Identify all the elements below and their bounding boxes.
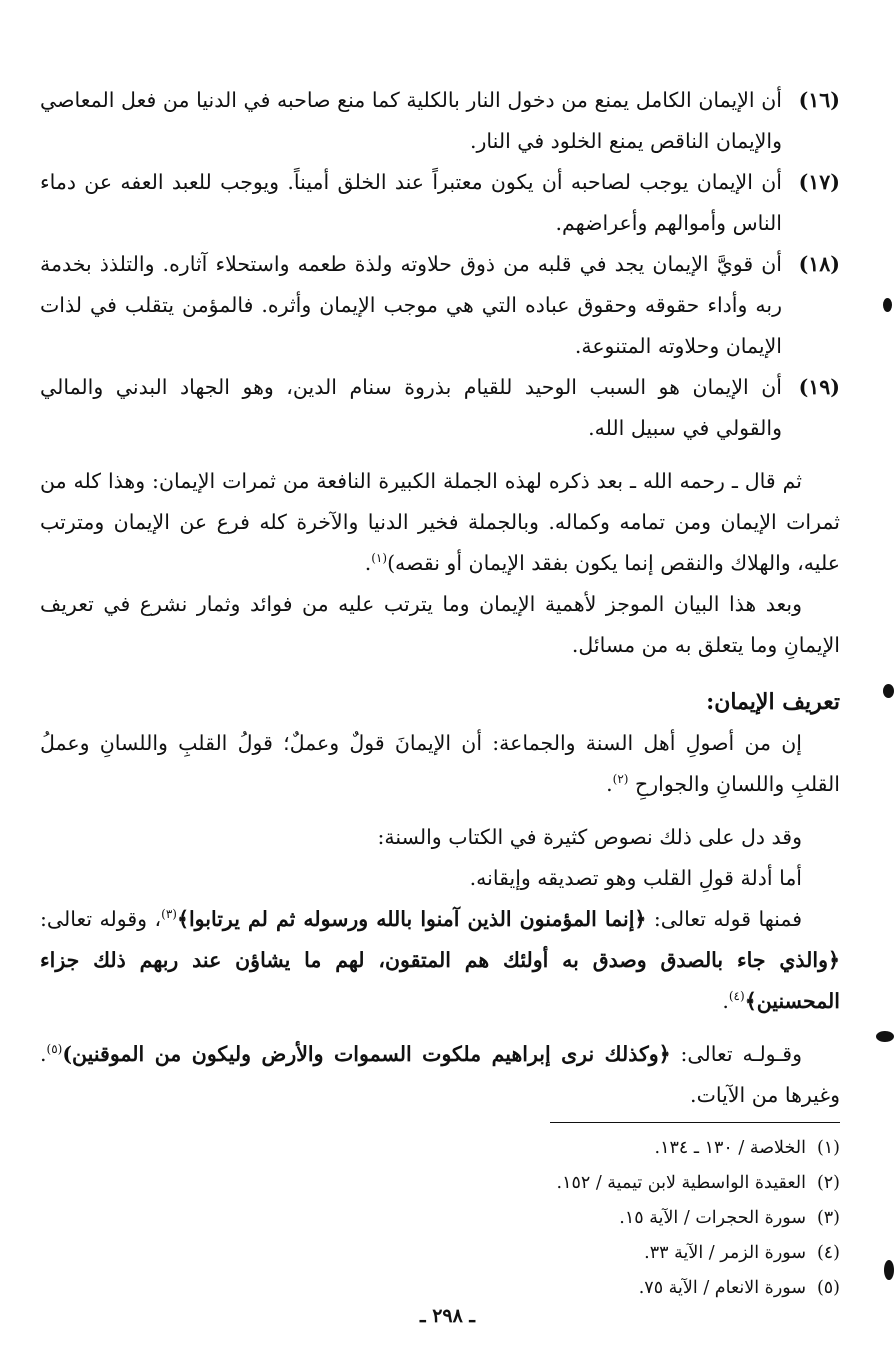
scan-blot xyxy=(883,298,892,312)
paragraph-conclusion-text: ثم قال ـ رحمه الله ـ بعد ذكره لهذه الجملة الكبيرة النافعة من ثمرات الإيمان: وهذا كله من ثمرات الإيمان ومن تمامه وكماله. وبالجملة فخير الدنيا والآخرة كله فرع عن الإيمان ومترتب عليه، والهلاك والنقص إنما يكون بفقد الإيمان أو نقصه) xyxy=(40,469,840,575)
footnote-number: (٤) xyxy=(816,1243,840,1263)
footnote-text: سورة الحجرات / الآية ١٥. xyxy=(619,1208,806,1228)
footnote-text: سورة الزمر / الآية ٣٣. xyxy=(644,1243,806,1263)
verses-mid: ، وقوله تعالى: xyxy=(40,907,162,931)
paragraph-definition-text: إن من أصولِ أهل السنة والجماعة: أن الإيمانَ قولٌ وعملٌ؛ قولُ القلبِ واللسانِ وعملُ القلبِ واللسانِ والجوارحِ xyxy=(40,731,840,796)
footnote-1 xyxy=(40,1131,840,1166)
page-body xyxy=(40,80,840,1306)
scan-blot xyxy=(883,684,894,698)
footnote-3 xyxy=(40,1201,840,1236)
list-number: (١٨) xyxy=(798,252,840,276)
list-number: (١٧) xyxy=(798,170,840,194)
quran-verse-1: ﴿إنما المؤمنون الذين آمنوا بالله ورسوله ثم لم يرتابوا﴾ xyxy=(176,907,647,931)
footnote-ref-1: (١) xyxy=(371,551,388,566)
verses-lead: فمنها قوله تعالى: xyxy=(646,907,803,931)
line-evidence: وقد دل على ذلك نصوص كثيرة في الكتاب والسنة: xyxy=(377,825,802,849)
list-number: (١٩) xyxy=(798,375,840,399)
paragraph-verses-2 xyxy=(40,1034,840,1116)
paragraph-transition: وبعد هذا البيان الموجز لأهمية الإيمان وما يترتب عليه من فوائد وثمار نشرع في تعريف الإيمانِ وما يتعلق به من مسائل. xyxy=(40,592,840,657)
list-item-17 xyxy=(40,162,840,244)
paragraph-definition: إن من أصولِ أهل السنة والجماعة: أن الإيمانَ قولٌ وعملٌ؛ قولُ القلبِ واللسانِ وعملُ القلبِ واللسانِ والجوارحِ $^{(٢)}$. xyxy=(40,731,840,796)
section-heading: تعريف الإيمان: xyxy=(706,689,840,715)
list-item-16 xyxy=(40,80,840,162)
footnote-2 xyxy=(40,1166,840,1201)
list-text: أن الإيمان هو السبب الوحيد للقيام بذروة سنام الدين، وهو الجهاد البدني والمالي والقولي في سبيل الله. xyxy=(40,375,782,440)
paragraph-conclusion: ثم قال ـ رحمه الله ـ بعد ذكره لهذه الجملة الكبيرة النافعة من ثمرات الإيمان: وهذا كله من ثمرات الإيمان ومن تمامه وكماله. وبالجملة فخير الدنيا والآخرة كله فرع عن الإيمان ومترتب عليه، والهلاك والنقص إنما يكون بفقد الإيمان أو نقصه)$^{(١)}$. xyxy=(40,469,840,575)
footnote-text: العقيدة الواسطية لابن تيمية / ١٥٢. xyxy=(556,1173,806,1193)
list-text: أن الإيمان الكامل يمنع من دخول النار بالكلية كما منع صاحبه في الدنيا من فعل المعاصي والإيمان الناقص يمنع الخلود في النار. xyxy=(40,88,782,153)
footnote-ref-3: (٣) xyxy=(161,907,177,922)
footnote-text: سورة الانعام / الآية ٧٥. xyxy=(638,1278,806,1298)
quran-verse-2: ﴿والذي جاء بالصدق وصدق به أولئك هم المتقون، لهم ما يشاؤن عند ربهم ذلك جزاء المحسنين﴾ xyxy=(40,948,840,1013)
list-item-18 xyxy=(40,244,840,367)
footnote-ref-4: (٤) xyxy=(728,989,745,1004)
list-text: أن قويَّ الإيمان يجد في قلبه من ذوق حلاوته ولذة طعمه واستحلاء آثاره. والتلذذ بخدمة ربه وأداء حقوقه وحقوق عباده التي هي موجب الإيمان وأثره. فالمؤمن يتقلب في لذات الإيمان وحلاوته المتنوعة. xyxy=(40,252,782,358)
line-heart-evidence: أما أدلة قولِ القلب وهو تصديقه وإيقانه. xyxy=(469,866,802,890)
footnote-number: (٣) xyxy=(816,1208,840,1228)
scan-blot xyxy=(876,1031,894,1042)
footnotes xyxy=(40,1131,840,1306)
footnote-5 xyxy=(40,1271,840,1306)
footnote-4 xyxy=(40,1236,840,1271)
verses2-lead: وقـولـه تعالى: xyxy=(670,1042,802,1066)
footnote-number: (٥) xyxy=(816,1278,840,1298)
footnote-ref-2: (٢) xyxy=(612,772,629,787)
footnote-number: (٢) xyxy=(816,1173,840,1193)
page-number: ـ ٢٩٨ ـ xyxy=(420,1305,475,1327)
list-text: أن الإيمان يوجب لصاحبه أن يكون معتبراً عند الخلق أميناً. ويوجب للعبد العفه عن دماء الناس وأموالهم وأعراضهم. xyxy=(40,170,782,235)
scan-blot xyxy=(884,1260,894,1280)
verses2-tail: . وغيرها من الآيات. xyxy=(40,1042,840,1107)
footnote-ref-5: (٥) xyxy=(46,1042,63,1057)
quran-verse-3: ﴿وكذلك نرى إبراهيم ملكوت السموات والأرض وليكون من الموقنين) xyxy=(62,1042,671,1066)
list-number: (١٦) xyxy=(798,88,840,112)
footnote-text: الخلاصة / ١٣٠ ـ ١٣٤. xyxy=(654,1138,806,1158)
footnote-number: (١) xyxy=(816,1138,840,1158)
footnote-separator xyxy=(550,1122,840,1123)
list-item-19 xyxy=(40,367,840,449)
paragraph-verses xyxy=(40,899,840,1022)
verses-tail: . xyxy=(722,989,729,1013)
